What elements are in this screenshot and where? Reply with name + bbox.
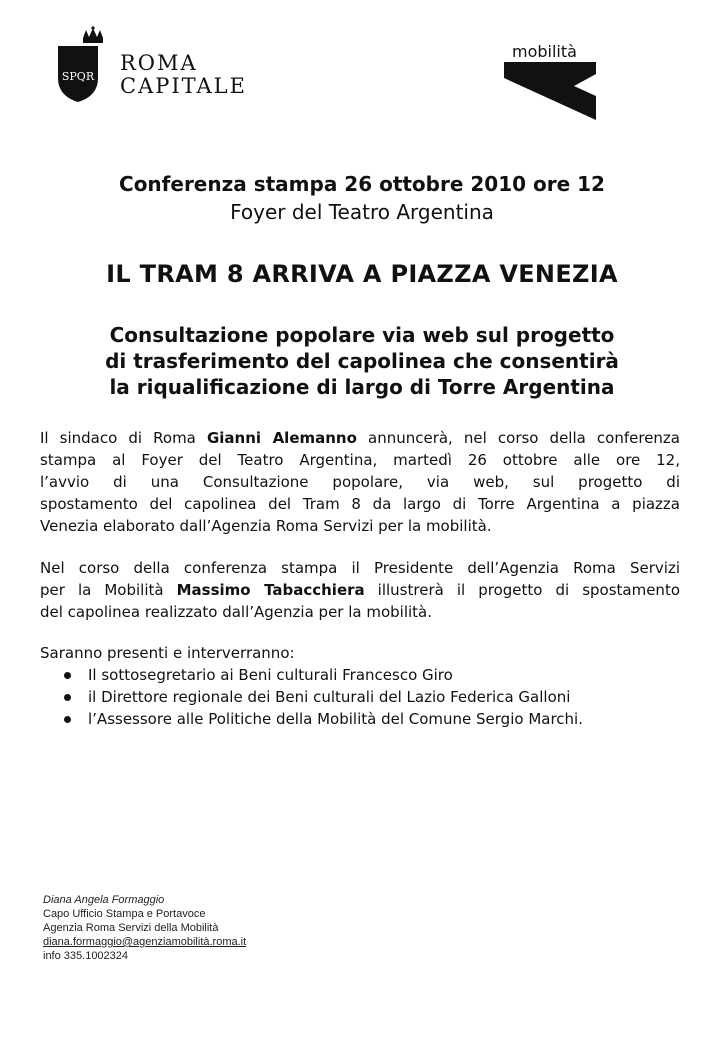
roma-capitale-wordmark (120, 52, 247, 98)
signature-email-link[interactable]: diana.formaggio@agenziamobilità.roma.it (43, 936, 247, 948)
crown-icon (80, 26, 106, 46)
text-run: illustrerà il progetto di spostamento (364, 581, 680, 599)
bullet-icon (64, 716, 71, 723)
mobilita-logo (504, 42, 604, 122)
paragraph-line (40, 579, 680, 601)
shield-letters: SPQR (61, 70, 95, 83)
president-name: Massimo Tabacchiera (176, 581, 365, 599)
speaker-text: Il sottosegretario ai Beni culturali Francesco Giro (88, 666, 453, 684)
paragraph-line: Venezia elaborato dall’Agenzia Roma Servizi per la mobilità. (40, 517, 492, 535)
paragraph-line (40, 427, 680, 449)
roma-capitale-logo (52, 26, 252, 106)
paragraph-line: Saranno presenti e interverranno: (40, 644, 295, 662)
bullet-icon (64, 672, 71, 679)
text-run: Il sindaco di Roma (40, 429, 207, 447)
signature-block (43, 893, 246, 963)
paragraph-president (40, 557, 680, 623)
signature-phone: info 335.1002324 (43, 950, 129, 962)
paragraph-line: Nel corso della conferenza stampa il Presidente dell’Agenzia Roma Servizi (40, 559, 680, 577)
paragraph-line: del capolinea realizzato dall’Agenzia per la mobilità. (40, 603, 433, 621)
signature-org: Agenzia Roma Servizi della Mobilità (43, 922, 219, 934)
speaker-text: l’Assessore alle Politiche della Mobilità del Comune Sergio Marchi. (88, 710, 583, 728)
paragraph-line: spostamento del capolinea del Tram 8 da largo di Torre Argentina a piazza (40, 495, 680, 513)
conference-date-line: Conferenza stampa 26 ottobre 2010 ore 12 (119, 172, 605, 196)
list-item (62, 664, 583, 686)
subtitle-line-1: Consultazione popolare via web sul progetto (109, 323, 615, 347)
text-run: annuncerà, nel corso della conferenza (356, 429, 680, 447)
mobilita-logo-shape-icon (504, 62, 600, 120)
signature-role: Capo Ufficio Stampa e Portavoce (43, 908, 206, 920)
mobilita-wordmark: mobilità (512, 42, 577, 61)
subtitle-line-2: di trasferimento del capolinea che consentirà (105, 349, 619, 373)
roma-word: ROMA (120, 51, 198, 75)
list-item (62, 686, 583, 708)
paragraph-speakers-intro (40, 642, 680, 664)
speaker-text: il Direttore regionale dei Beni culturali del Lazio Federica Galloni (88, 688, 571, 706)
text-run: per la Mobilità (40, 581, 177, 599)
conference-venue-line: Foyer del Teatro Argentina (230, 200, 494, 224)
speakers-list (62, 664, 583, 730)
paragraph-line: l’avvio di una Consultazione popolare, via web, sul progetto di (40, 473, 680, 491)
paragraph-line: stampa al Foyer del Teatro Argentina, martedì 26 ottobre alle ore 12, (40, 451, 680, 469)
page-title: IL TRAM 8 ARRIVA A PIAZZA VENEZIA (106, 260, 618, 288)
mayor-name: Gianni Alemanno (206, 429, 357, 447)
paragraph-announcement (40, 427, 680, 537)
bullet-icon (64, 694, 71, 701)
shield-icon (56, 44, 100, 104)
signature-name: Diana Angela Formaggio (43, 894, 165, 906)
subtitle-line-3: la riqualificazione di largo di Torre Argentina (109, 375, 615, 399)
list-item (62, 708, 583, 730)
capitale-word: CAPITALE (120, 74, 247, 98)
